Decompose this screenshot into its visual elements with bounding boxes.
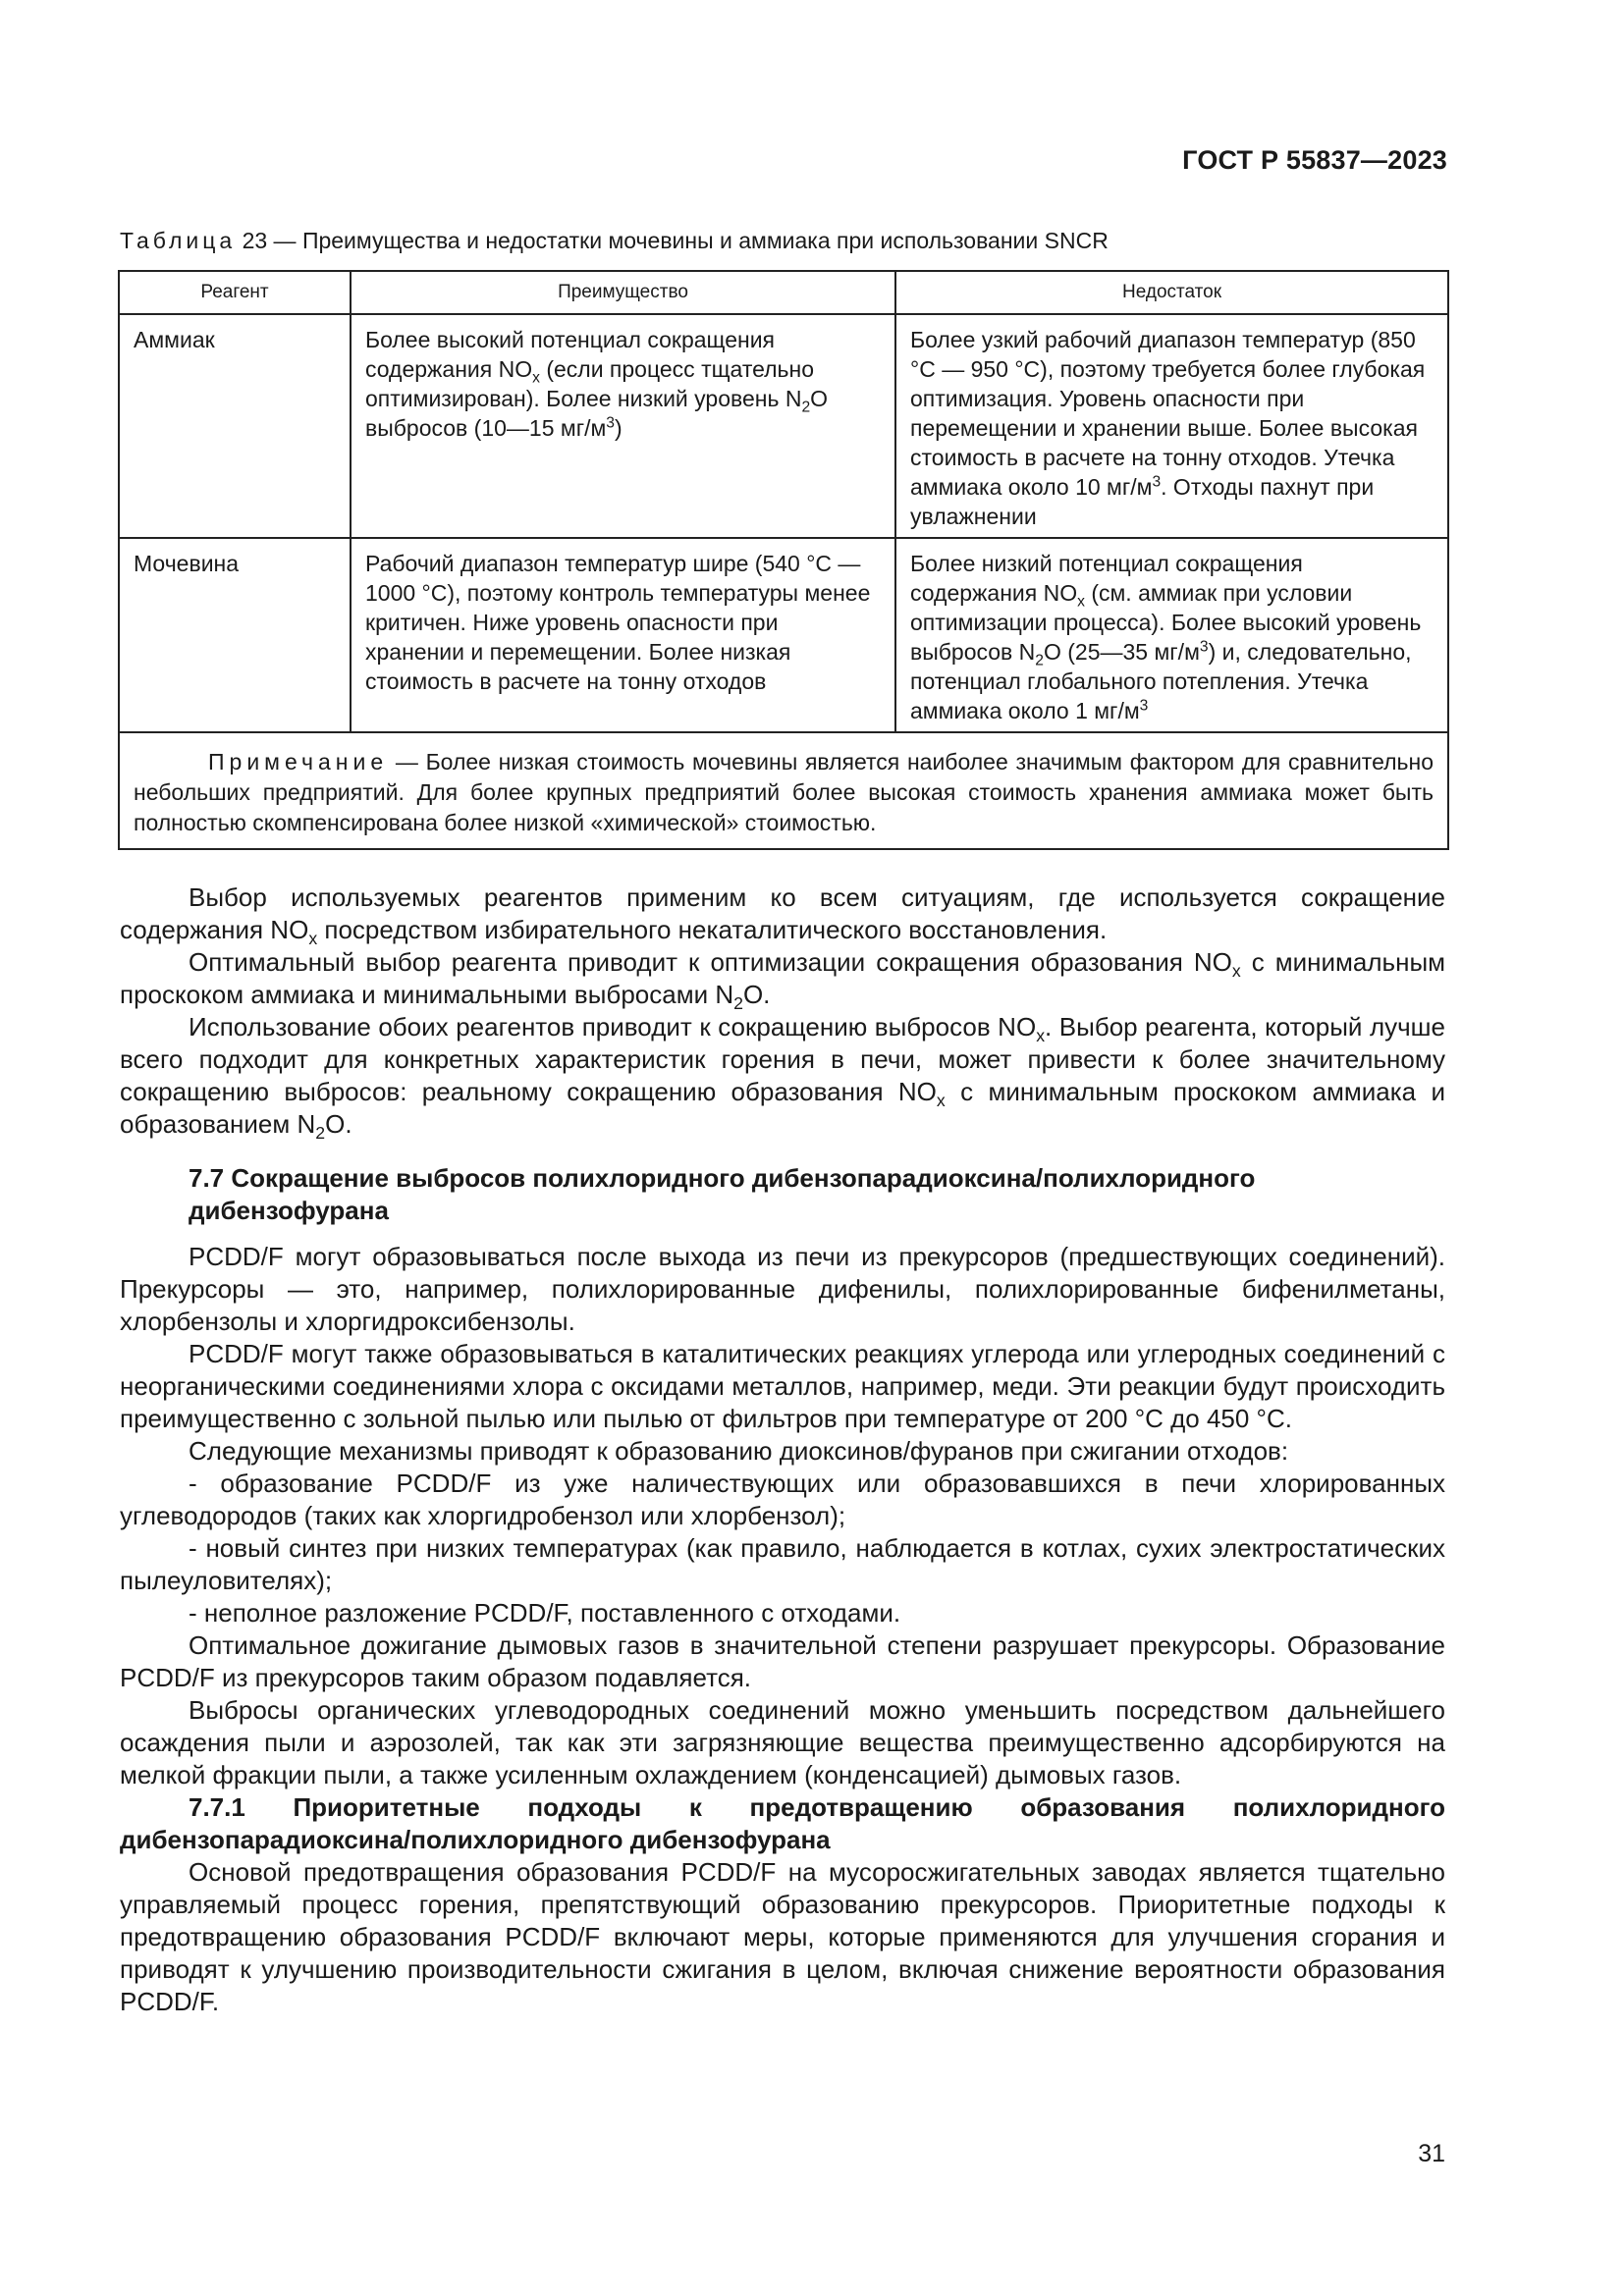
page-number: 31	[1418, 2140, 1445, 2167]
document-body	[120, 881, 1445, 2018]
table-header-row	[119, 271, 1448, 314]
list-item: - новый синтез при низких температурах (как правило, наблюдается в котлах, сухих электростатических пылеуловителях);	[120, 1533, 1445, 1595]
paragraph: Выбросы органических углеводородных соединений можно уменьшить посредством дальнейшего осаждения пыли и аэрозолей, так как эти загрязняющие вещества преимущественно адсорбируются на мелкой фракции пыли, а также усиленным охлаждением (конденсацией) дымовых газов.	[120, 1695, 1445, 1789]
reagent-cell: Мочевина	[119, 538, 351, 732]
list-item: - образование PCDD/F из уже наличествующих или образовавшихся в печи хлорированных углеводородов (таких как хлоргидробензол или хлорбензол);	[120, 1468, 1445, 1530]
table-caption-label: Таблица	[120, 228, 237, 253]
advantage-cell: Рабочий диапазон температур шире (540 °C — 1000 °C), поэтому контроль температуры менее критичен. Ниже уровень опасности при хранении и перемещении. Более низкая стоимость в расчете на тонну отходов	[351, 538, 895, 732]
paragraph: Выбор используемых реагентов применим ко всем ситуациям, где используется сокращение содержания $NO_x$ посредством избирательного некаталитического восстановления.	[120, 882, 1445, 949]
table-row-ammonia	[119, 314, 1448, 538]
list-item: - неполное разложение PCDD/F, поставленного с отходами.	[189, 1598, 901, 1628]
column-header-advantage: Преимущество	[351, 271, 895, 314]
paragraph: Основой предотвращения образования PCDD/F на мусоросжигательных заводах является тщательно управляемый процесс горения, препятствующий образованию прекурсоров. Приоритетные подходы к предотвращению образования PCDD/F включают меры, которые применяются для улучшения сгорания и приводят к улучшению производительности сжигания в целом, включая снижение вероятности образования PCDD/F.	[120, 1857, 1445, 2016]
paragraph: Использование обоих реагентов приводит к сокращению выбросов $NO_x$. Выбор реагента, который лучше всего подходит для конкретных характеристик горения в печи, может привести к более значительному сокращению выбросов: реальному сокращению образования $NO_x$ с минимальным проскоком аммиака и образованием $N_2O$.	[120, 1012, 1445, 1144]
advantage-cell: Более высокий потенциал сокращения содержания $NO_x$ (если процесс тщательно оптимизирован). Более низкий уровень $N_2O$ выбросов (10—15 $мг/м^3$)	[351, 314, 895, 538]
table-caption-text: 23 — Преимущества и недостатки мочевины и аммиака при использовании SNCR	[236, 228, 1109, 253]
document-id-header: ГОСТ Р 55837—2023	[1182, 145, 1447, 175]
paragraph: PCDD/F могут образовываться после выхода из печи из прекурсоров (предшествующих соединений). Прекурсоры — это, например, полихлорированные дифенилы, полихлорированные бифенилметаны, хлорбензолы и хлоргидроксибензолы.	[120, 1242, 1445, 1336]
note-label: Примечание	[208, 749, 389, 774]
column-header-reagent: Реагент	[119, 271, 351, 314]
paragraph: PCDD/F могут также образовываться в каталитических реакциях углерода или углеродных соединений с неорганическими соединениями хлора с оксидами металлов, например, меди. Эти реакции будут происходить преимущественно с зольной пылью или пылью от фильтров при температуре от 200 °C до 450 °C.	[120, 1339, 1445, 1433]
reagent-cell: Аммиак	[119, 314, 351, 538]
table-row-urea	[119, 538, 1448, 732]
paragraph: Оптимальное дожигание дымовых газов в значительной степени разрушает прекурсоры. Образование PCDD/F из прекурсоров таким образом подавляется.	[120, 1630, 1445, 1692]
table-note-row	[119, 732, 1448, 849]
paragraph: Следующие механизмы приводят к образованию диоксинов/фуранов при сжигании отходов:	[189, 1436, 1289, 1466]
column-header-disadvantage: Недостаток	[895, 271, 1448, 314]
reagents-comparison-table	[118, 270, 1449, 850]
disadvantage-cell: Более низкий потенциал сокращения содержания $NO_x$ (см. аммиак при условии оптимизации процесса). Более высокий уровень выбросов $N_2O$ (25—35 $мг/м^3$) и, следовательно, потенциал глобального потепления. Утечка аммиака около 1 $мг/м^3$	[895, 538, 1448, 732]
disadvantage-cell: Более узкий рабочий диапазон температур (850 °C — 950 °C), поэтому требуется более глубокая оптимизация. Уровень опасности при перемещении и хранении выше. Более высокая стоимость в расчете на тонну отходов. Утечка аммиака около 10 $мг/м^3$. Отходы пахнут при увлажнении	[895, 314, 1448, 538]
table-note	[119, 732, 1448, 849]
section-heading-7-7-1: 7.7.1 Приоритетные подходы к предотвращению образования полихлоридного дибензопарадиоксина/полихлоридного дибензофурана	[120, 1792, 1445, 1854]
note-text: — Более низкая стоимость мочевины является наиболее значимым фактором для сравнительно небольших предприятий. Для более крупных предприятий более высокая стоимость хранения аммиака может быть полностью скомпенсирована более низкой «химической» стоимостью.	[134, 749, 1434, 835]
section-heading-7-7: 7.7 Сокращение выбросов полихлоридного дибензопарадиоксина/полихлоридного дибензофурана	[189, 1163, 1256, 1225]
paragraph: Оптимальный выбор реагента приводит к оптимизации сокращения образования $NO_x$ с минимальным проскоком аммиака и минимальными выбросами $N_2O$.	[120, 947, 1446, 1014]
table-caption	[120, 228, 1109, 254]
